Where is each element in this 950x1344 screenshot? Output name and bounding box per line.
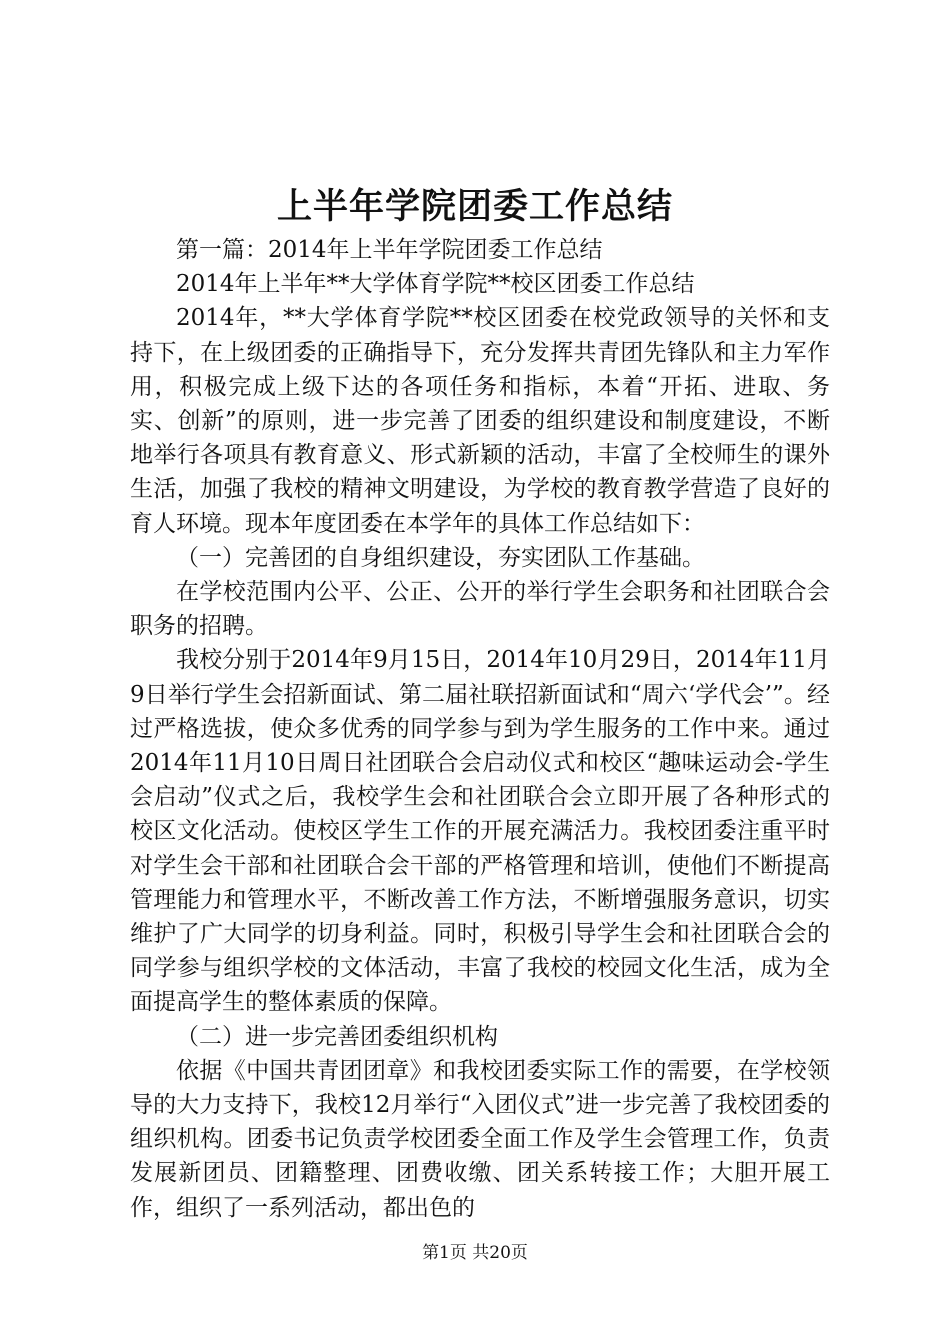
document-title: 上半年学院团委工作总结	[276, 186, 673, 227]
paragraph: 在学校范围内公平、公正、公开的举行学生会职务和社团联合会职务的招聘。	[130, 579, 830, 640]
paragraph-section-heading-2: （二）进一步完善团委组织机构	[176, 1023, 498, 1050]
paragraph-chapter-heading: 第一篇：2014年上半年学院团委工作总结	[176, 237, 603, 263]
paragraph: 我校分别于2014年9月15日，2014年10月29日，2014年11月9日举行学生会招新面试、第二届社联招新面试和“周六‘学代会’”。经过严格选拔，使众多优秀的同学参与到为学生服务的工作中来。通过2014年11月10日周日社团联合会启动仪式和校区“趣味运动会-学生会启动”仪式之后，我校学生会和社团联合会立即开展了各种形式的校区文化活动。使校区学生工作的开展充满活力。我校团委注重平时对学生会干部和社团联合会干部的严格管理和培训，使他们不断提高管理能力和管理水平，不断改善工作方法，不断增强服务意识，切实维护了广大同学的切身利益。同时，积极引导学生会和社团联合会的同学参与组织学校的文体活动，丰富了我校的校园文化生活，成为全面提高学生的整体素质的保障。	[130, 647, 830, 1016]
paragraph: 依据《中国共青团团章》和我校团委实际工作的需要，在学校领导的大力支持下，我校12月举行“入团仪式”进一步完善了我校团委的组织机构。团委书记负责学校团委全面工作及学生会管理工作，负责发展新团员、团籍整理、团费收缴、团关系转接工作；大胆开展工作，组织了一系列活动，都出色的	[130, 1057, 830, 1221]
paragraph-subtitle: 2014年上半年**大学体育学院**校区团委工作总结	[176, 271, 695, 298]
paragraph-intro: 2014年，**大学体育学院**校区团委在校党政领导的关怀和支持下，在上级团委的正确指导下，充分发挥共青团先锋队和主力军作用，积极完成上级下达的各项任务和指标，本着“开拓、进取、务实、创新”的原则，进一步完善了团委的组织建设和制度建设，不断地举行各项具有教育意义、形式新颖的活动，丰富了全校师生的课外生活，加强了我校的精神文明建设，为学校的教育教学营造了良好的育人环境。现本年度团委在本学年的具体工作总结如下：	[130, 305, 830, 537]
document-body	[130, 233, 830, 1225]
page-number-footer: 第1页 共20页	[422, 1243, 528, 1263]
paragraph-section-heading-1: （一）完善团的自身组织建设，夯实团队工作基础。	[176, 544, 705, 571]
